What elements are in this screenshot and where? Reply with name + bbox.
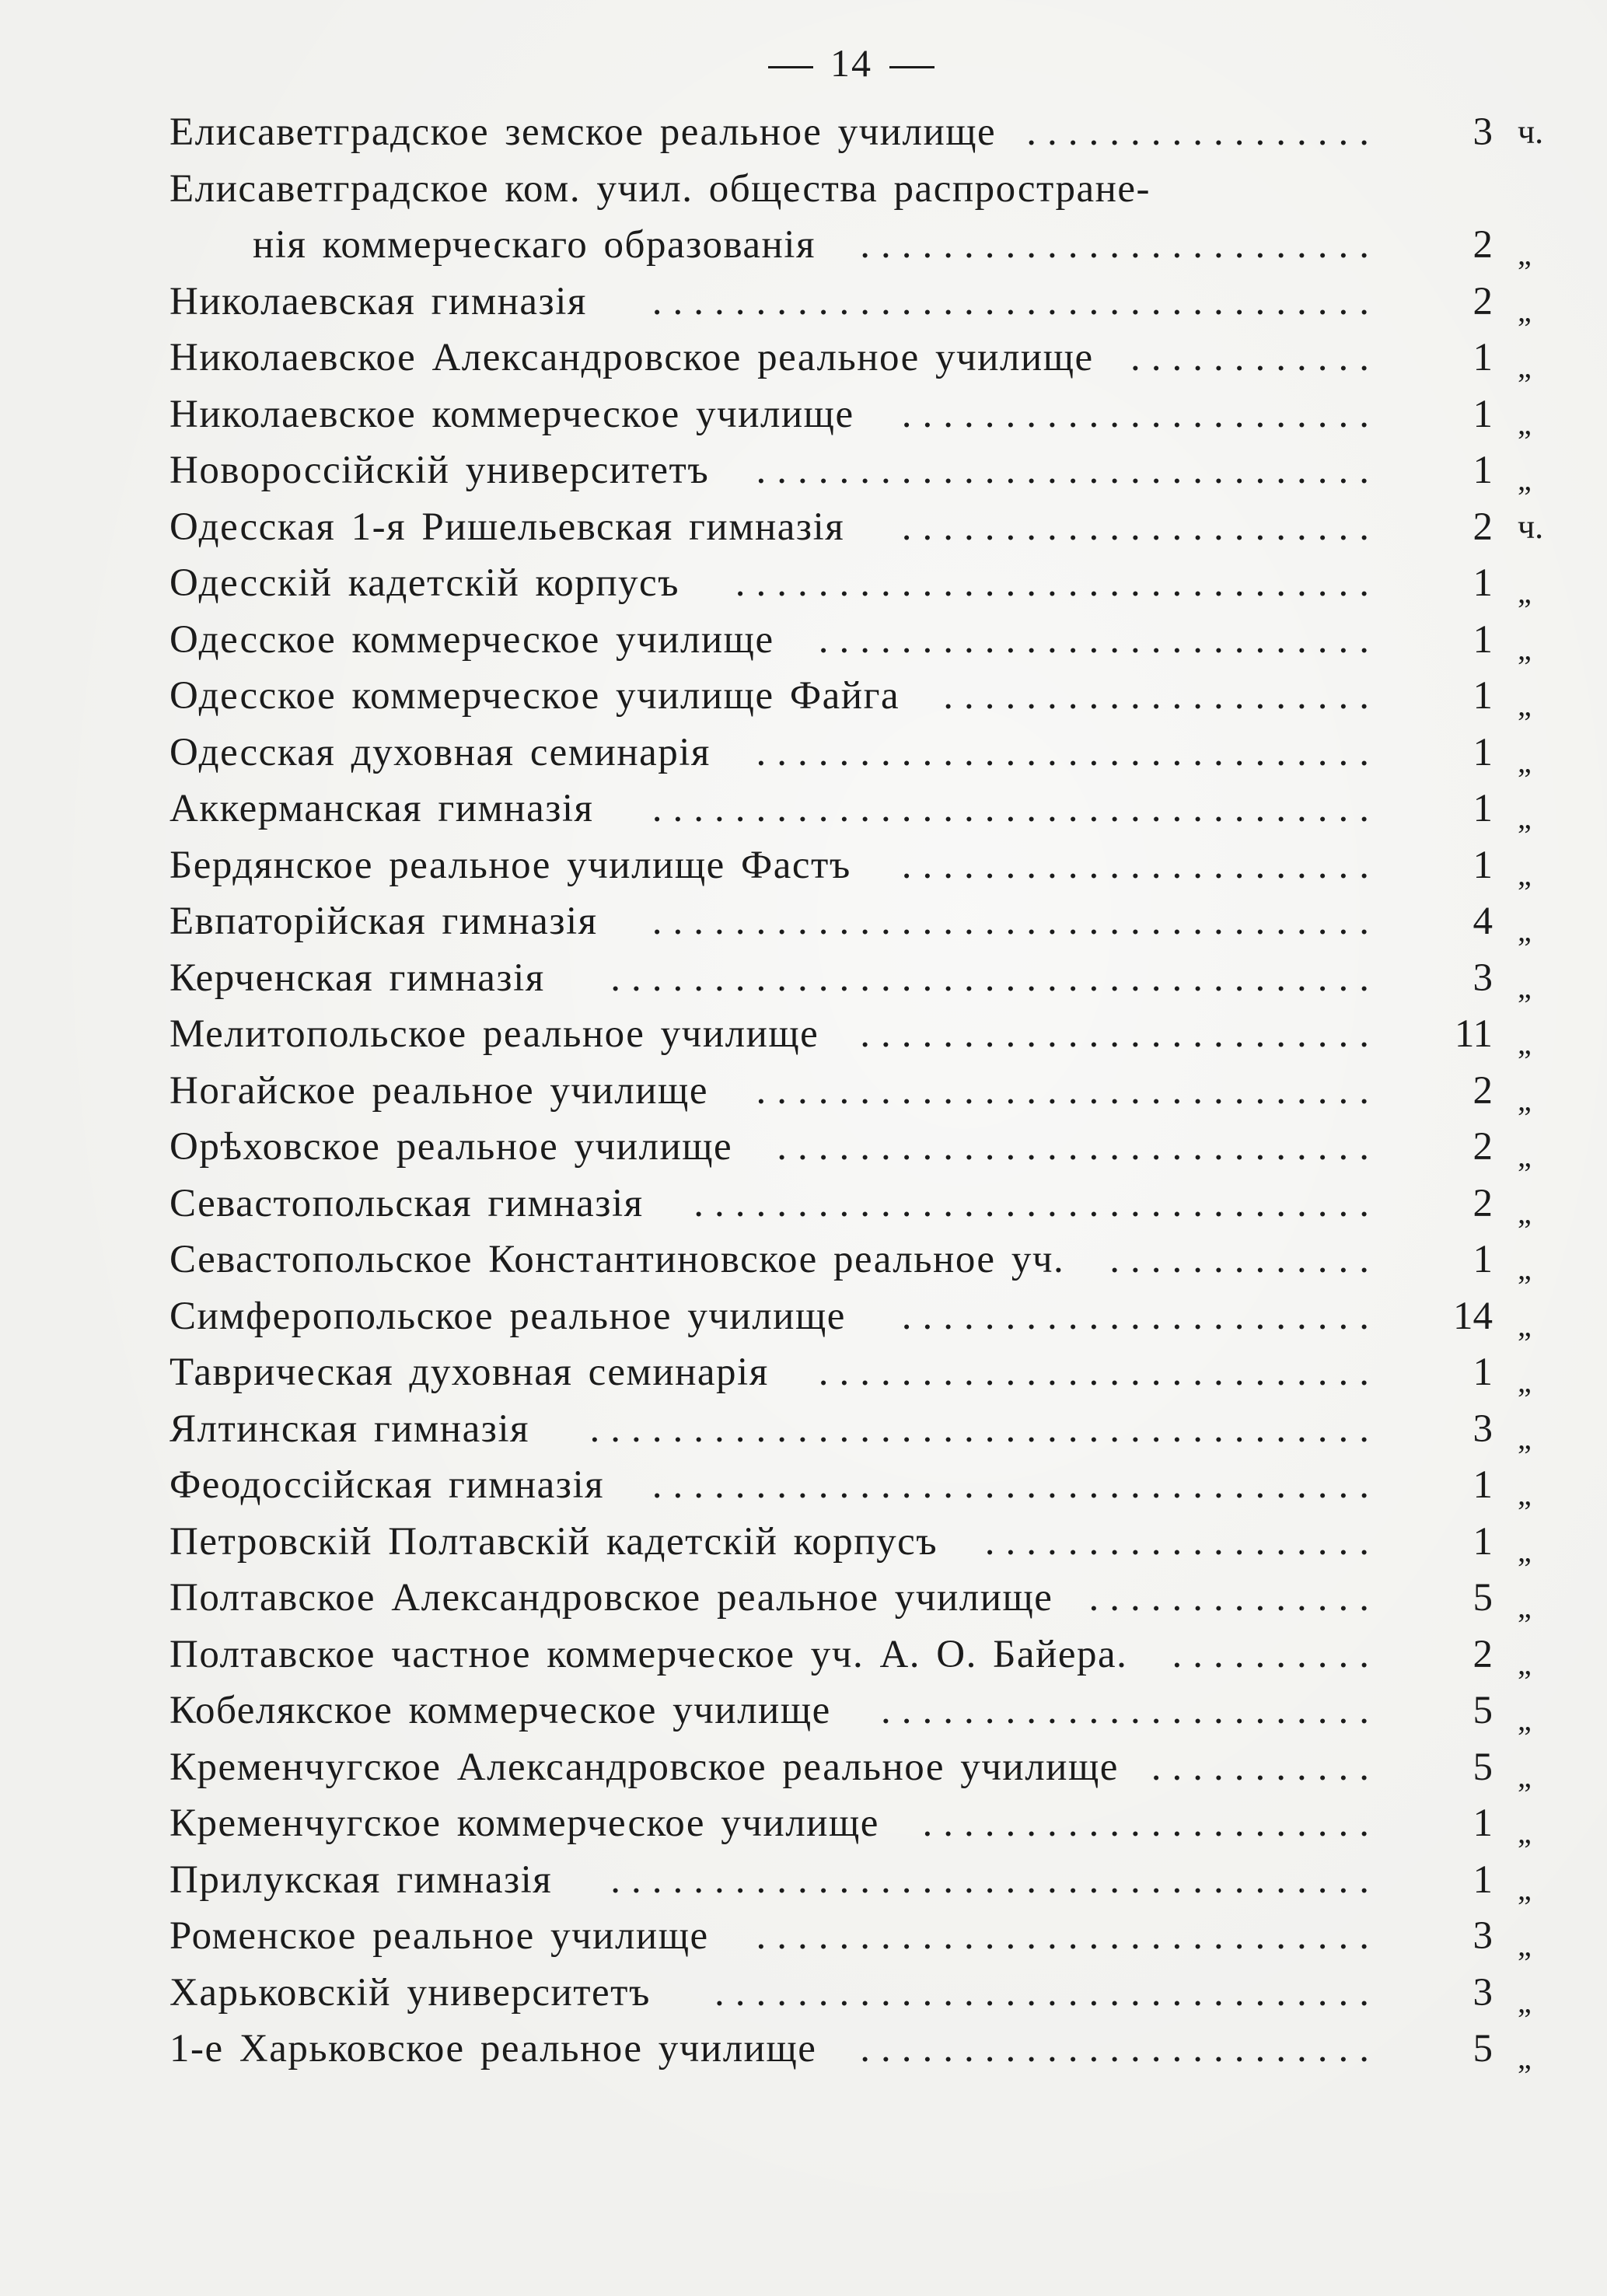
institution-name: Прилукская гимназія <box>169 1857 553 1902</box>
leader-dots: ........................... <box>818 1351 1380 1394</box>
count-value: 1 <box>1473 1857 1493 1902</box>
institution-name: Таврическая духовная семинарія <box>169 1351 769 1394</box>
ditto-mark: „ <box>1518 405 1532 441</box>
count-value: 3 <box>1473 1970 1493 2015</box>
ditto-mark: „ <box>1518 236 1532 271</box>
institution-name: Кременчугское Александровское реальное училище <box>169 1745 1119 1789</box>
leader-dots: .............................. <box>756 730 1380 774</box>
leader-dots: ....................... <box>901 1294 1380 1338</box>
count-value: 5 <box>1473 1745 1493 1789</box>
leader-dots: ....................... <box>901 505 1380 549</box>
ditto-mark: „ <box>1518 1082 1532 1117</box>
institution-name: Полтавское Александровское реальное училище <box>169 1576 1053 1620</box>
ditto-mark: „ <box>1518 1871 1532 1906</box>
list-item <box>0 2021 1607 2077</box>
institution-name: Елисаветградское земское реальное училище <box>169 110 997 154</box>
list-item <box>0 1457 1607 1513</box>
leader-dots: ........... <box>1151 1745 1380 1789</box>
institution-name: Бердянское реальное училище Фастъ <box>169 843 851 887</box>
institution-name: Одесское коммерческое училище Файга <box>169 674 900 718</box>
list-item <box>0 555 1607 611</box>
institution-name: Одесская 1-я Ришельевская гимназія <box>169 505 845 549</box>
count-value: 3 <box>1473 1914 1493 1958</box>
count-value: 1 <box>1473 1238 1493 1281</box>
list-item <box>0 1683 1607 1739</box>
institution-name: Николаевская гимназія <box>169 279 587 323</box>
count-value: 1 <box>1473 787 1493 830</box>
ditto-mark: „ <box>1518 1645 1532 1681</box>
ditto-mark: „ <box>1518 349 1532 384</box>
institution-name: Кобелякское коммерческое училище <box>169 1689 831 1732</box>
leader-dots: ..................................... <box>610 1857 1380 1902</box>
unit-label: ч. <box>1518 113 1544 151</box>
list-item <box>0 161 1607 217</box>
list-item <box>0 1232 1607 1288</box>
ditto-mark: „ <box>1518 800 1532 835</box>
institution-name-continuation: нія коммерческаго образованія <box>253 223 816 267</box>
count-value: 1 <box>1473 674 1493 718</box>
ditto-mark: „ <box>1518 969 1532 1005</box>
leader-dots: ....................... <box>901 392 1380 436</box>
institution-name: Николаевское Александровское реальное училище <box>169 336 1094 379</box>
count-value: 11 <box>1454 1012 1493 1056</box>
leader-dots: .............................. <box>756 1068 1380 1113</box>
ditto-mark: „ <box>1518 1251 1532 1286</box>
ditto-mark: „ <box>1518 1026 1532 1061</box>
count-value: 5 <box>1473 1576 1493 1620</box>
institution-name: Николаевское коммерческое училище <box>169 392 854 436</box>
list-item <box>0 1288 1607 1344</box>
leader-dots: ........................ <box>881 1689 1380 1732</box>
institution-name: Орѣховское реальное училище <box>169 1125 733 1169</box>
institution-name: Керченская гимназія <box>169 956 545 1000</box>
leader-dots: ..................................... <box>610 956 1380 1000</box>
count-value: 1 <box>1473 1463 1493 1507</box>
leader-dots: ......................... <box>860 1012 1380 1056</box>
institution-name: Одесскій кадетскій корпусъ <box>169 561 680 605</box>
leader-dots: ................................... <box>652 900 1380 943</box>
count-value: 1 <box>1473 843 1493 887</box>
leader-dots: ....................... <box>901 843 1380 887</box>
leader-dots: ........................... <box>818 617 1380 662</box>
ditto-mark: „ <box>1518 631 1532 666</box>
ditto-mark: „ <box>1518 1927 1532 1962</box>
leader-dots: ................................... <box>652 1463 1380 1507</box>
institution-name: Роменское реальное училище <box>169 1914 709 1958</box>
ditto-mark: „ <box>1518 1815 1532 1850</box>
list-item <box>0 725 1607 781</box>
count-value: 2 <box>1473 1068 1493 1113</box>
institution-name: Новороссійскій университетъ <box>169 449 710 492</box>
leader-dots: ...................................... <box>589 1407 1380 1451</box>
count-value: 1 <box>1473 617 1493 662</box>
list-item <box>0 274 1607 330</box>
list-item <box>0 1119 1607 1175</box>
count-value: 3 <box>1473 1407 1493 1451</box>
institution-name: Харьковскій университетъ <box>169 1970 651 2015</box>
list-item <box>0 893 1607 949</box>
institution-name: Севастопольская гимназія <box>169 1181 644 1225</box>
page-number-value: 14 <box>830 41 872 85</box>
leader-dots: ................................ <box>714 1970 1380 2015</box>
count-value: 2 <box>1473 223 1493 267</box>
leader-dots: ......................... <box>860 223 1380 267</box>
count-value: 2 <box>1473 1125 1493 1169</box>
list-item <box>0 1176 1607 1232</box>
list-item <box>0 1570 1607 1626</box>
leader-dots: ...................... <box>922 1802 1380 1845</box>
ditto-mark: „ <box>1518 1420 1532 1456</box>
list-item <box>0 1852 1607 1908</box>
count-value: 14 <box>1453 1294 1493 1338</box>
institution-name: Аккерманская гимназія <box>169 787 594 830</box>
institution-name: Одесское коммерческое училище <box>169 617 774 662</box>
ditto-mark: „ <box>1518 1589 1532 1624</box>
leader-dots: ............ <box>1130 336 1380 379</box>
list-item <box>0 1401 1607 1457</box>
institution-name: Петровскій Полтавскій кадетскій корпусъ <box>169 1519 938 1564</box>
institution-name: Ялтинская гимназія <box>169 1407 530 1451</box>
list-item <box>0 668 1607 724</box>
list-item <box>0 1006 1607 1062</box>
count-value: 1 <box>1473 392 1493 436</box>
leader-dots: .............. <box>1088 1576 1380 1620</box>
count-value: 1 <box>1473 730 1493 774</box>
leader-dots: ............................... <box>735 561 1380 605</box>
ditto-mark: „ <box>1518 1307 1532 1343</box>
ditto-mark: „ <box>1518 1983 1532 2019</box>
institution-name: 1-е Харьковское реальное училище <box>169 2027 817 2071</box>
unit-label: ч. <box>1518 507 1544 546</box>
list-item <box>0 1739 1607 1795</box>
leader-dots: .............................. <box>756 1914 1380 1958</box>
count-value: 3 <box>1473 956 1493 1000</box>
institution-name: Евпаторійская гимназія <box>169 900 598 943</box>
institution-name: Елисаветградское ком. учил. общества распростране- <box>169 166 1151 211</box>
institution-name: Мелитопольское реальное училище <box>169 1012 819 1056</box>
leader-dots: ................................... <box>652 787 1380 830</box>
ditto-mark: „ <box>1518 462 1532 497</box>
count-value: 2 <box>1473 1181 1493 1225</box>
ditto-mark: „ <box>1518 1364 1532 1399</box>
ditto-mark: „ <box>1518 687 1532 722</box>
leader-dots: .............................. <box>756 449 1380 492</box>
ditto-mark: „ <box>1518 1476 1532 1511</box>
list-item <box>0 1063 1607 1119</box>
count-value: 2 <box>1473 279 1493 323</box>
leader-dots: ................. <box>1026 110 1380 154</box>
count-value: 5 <box>1473 1689 1493 1732</box>
list-item <box>0 442 1607 498</box>
list-item <box>0 837 1607 893</box>
list-item <box>0 386 1607 442</box>
list-item <box>0 781 1607 837</box>
list-item <box>0 330 1607 386</box>
institution-name: Одесская духовная семинарія <box>169 730 711 774</box>
ditto-mark: „ <box>1518 1532 1532 1568</box>
leader-dots: ................... <box>984 1519 1380 1564</box>
count-value: 2 <box>1473 1632 1493 1676</box>
list-item <box>0 1795 1607 1851</box>
ditto-mark: „ <box>1518 2040 1532 2075</box>
count-value: 2 <box>1473 505 1493 549</box>
count-value: 1 <box>1473 561 1493 605</box>
count-value: 1 <box>1473 336 1493 379</box>
count-value: 5 <box>1473 2027 1493 2071</box>
count-value: 4 <box>1473 900 1493 943</box>
ditto-mark: „ <box>1518 1138 1532 1173</box>
list-item <box>0 1514 1607 1570</box>
institution-name: Полтавское частное коммерческое уч. А. О. Байера. <box>169 1632 1128 1676</box>
institution-name: Ногайское реальное училище <box>169 1068 708 1113</box>
leader-dots: ............................. <box>777 1125 1380 1169</box>
count-value: 1 <box>1473 1519 1493 1564</box>
list-item <box>0 499 1607 555</box>
ditto-mark: „ <box>1518 575 1532 610</box>
leader-dots: ..................... <box>943 674 1380 718</box>
count-value: 1 <box>1473 1351 1493 1394</box>
leader-dots: ............. <box>1109 1238 1380 1281</box>
leader-dots: ................................. <box>693 1181 1380 1225</box>
list-item-continuation <box>0 217 1607 273</box>
ditto-mark: „ <box>1518 1758 1532 1794</box>
list-item <box>0 1627 1607 1683</box>
list-item <box>0 1965 1607 2021</box>
ditto-mark: „ <box>1518 1702 1532 1737</box>
list-item <box>0 104 1607 160</box>
list-item <box>0 950 1607 1006</box>
leader-dots: ......................... <box>860 2027 1380 2071</box>
leader-dots: ................................... <box>652 279 1380 323</box>
list-item <box>0 612 1607 668</box>
count-value: 3 <box>1473 110 1493 154</box>
ditto-mark: „ <box>1518 743 1532 779</box>
institution-name: Севастопольское Константиновское реальное уч. <box>169 1238 1065 1281</box>
ditto-mark: „ <box>1518 856 1532 892</box>
list-item <box>0 1344 1607 1400</box>
list-item <box>0 1908 1607 1964</box>
ditto-mark: „ <box>1518 913 1532 948</box>
institution-name: Кременчугское коммерческое училище <box>169 1802 879 1845</box>
leader-dots: .......... <box>1172 1632 1380 1676</box>
ditto-mark: „ <box>1518 1194 1532 1230</box>
institution-name: Симферопольское реальное училище <box>169 1294 846 1338</box>
count-value: 1 <box>1473 1802 1493 1845</box>
institution-name: Феодоссійская гимназія <box>169 1463 605 1507</box>
ditto-mark: „ <box>1518 292 1532 328</box>
count-value: 1 <box>1473 449 1493 492</box>
